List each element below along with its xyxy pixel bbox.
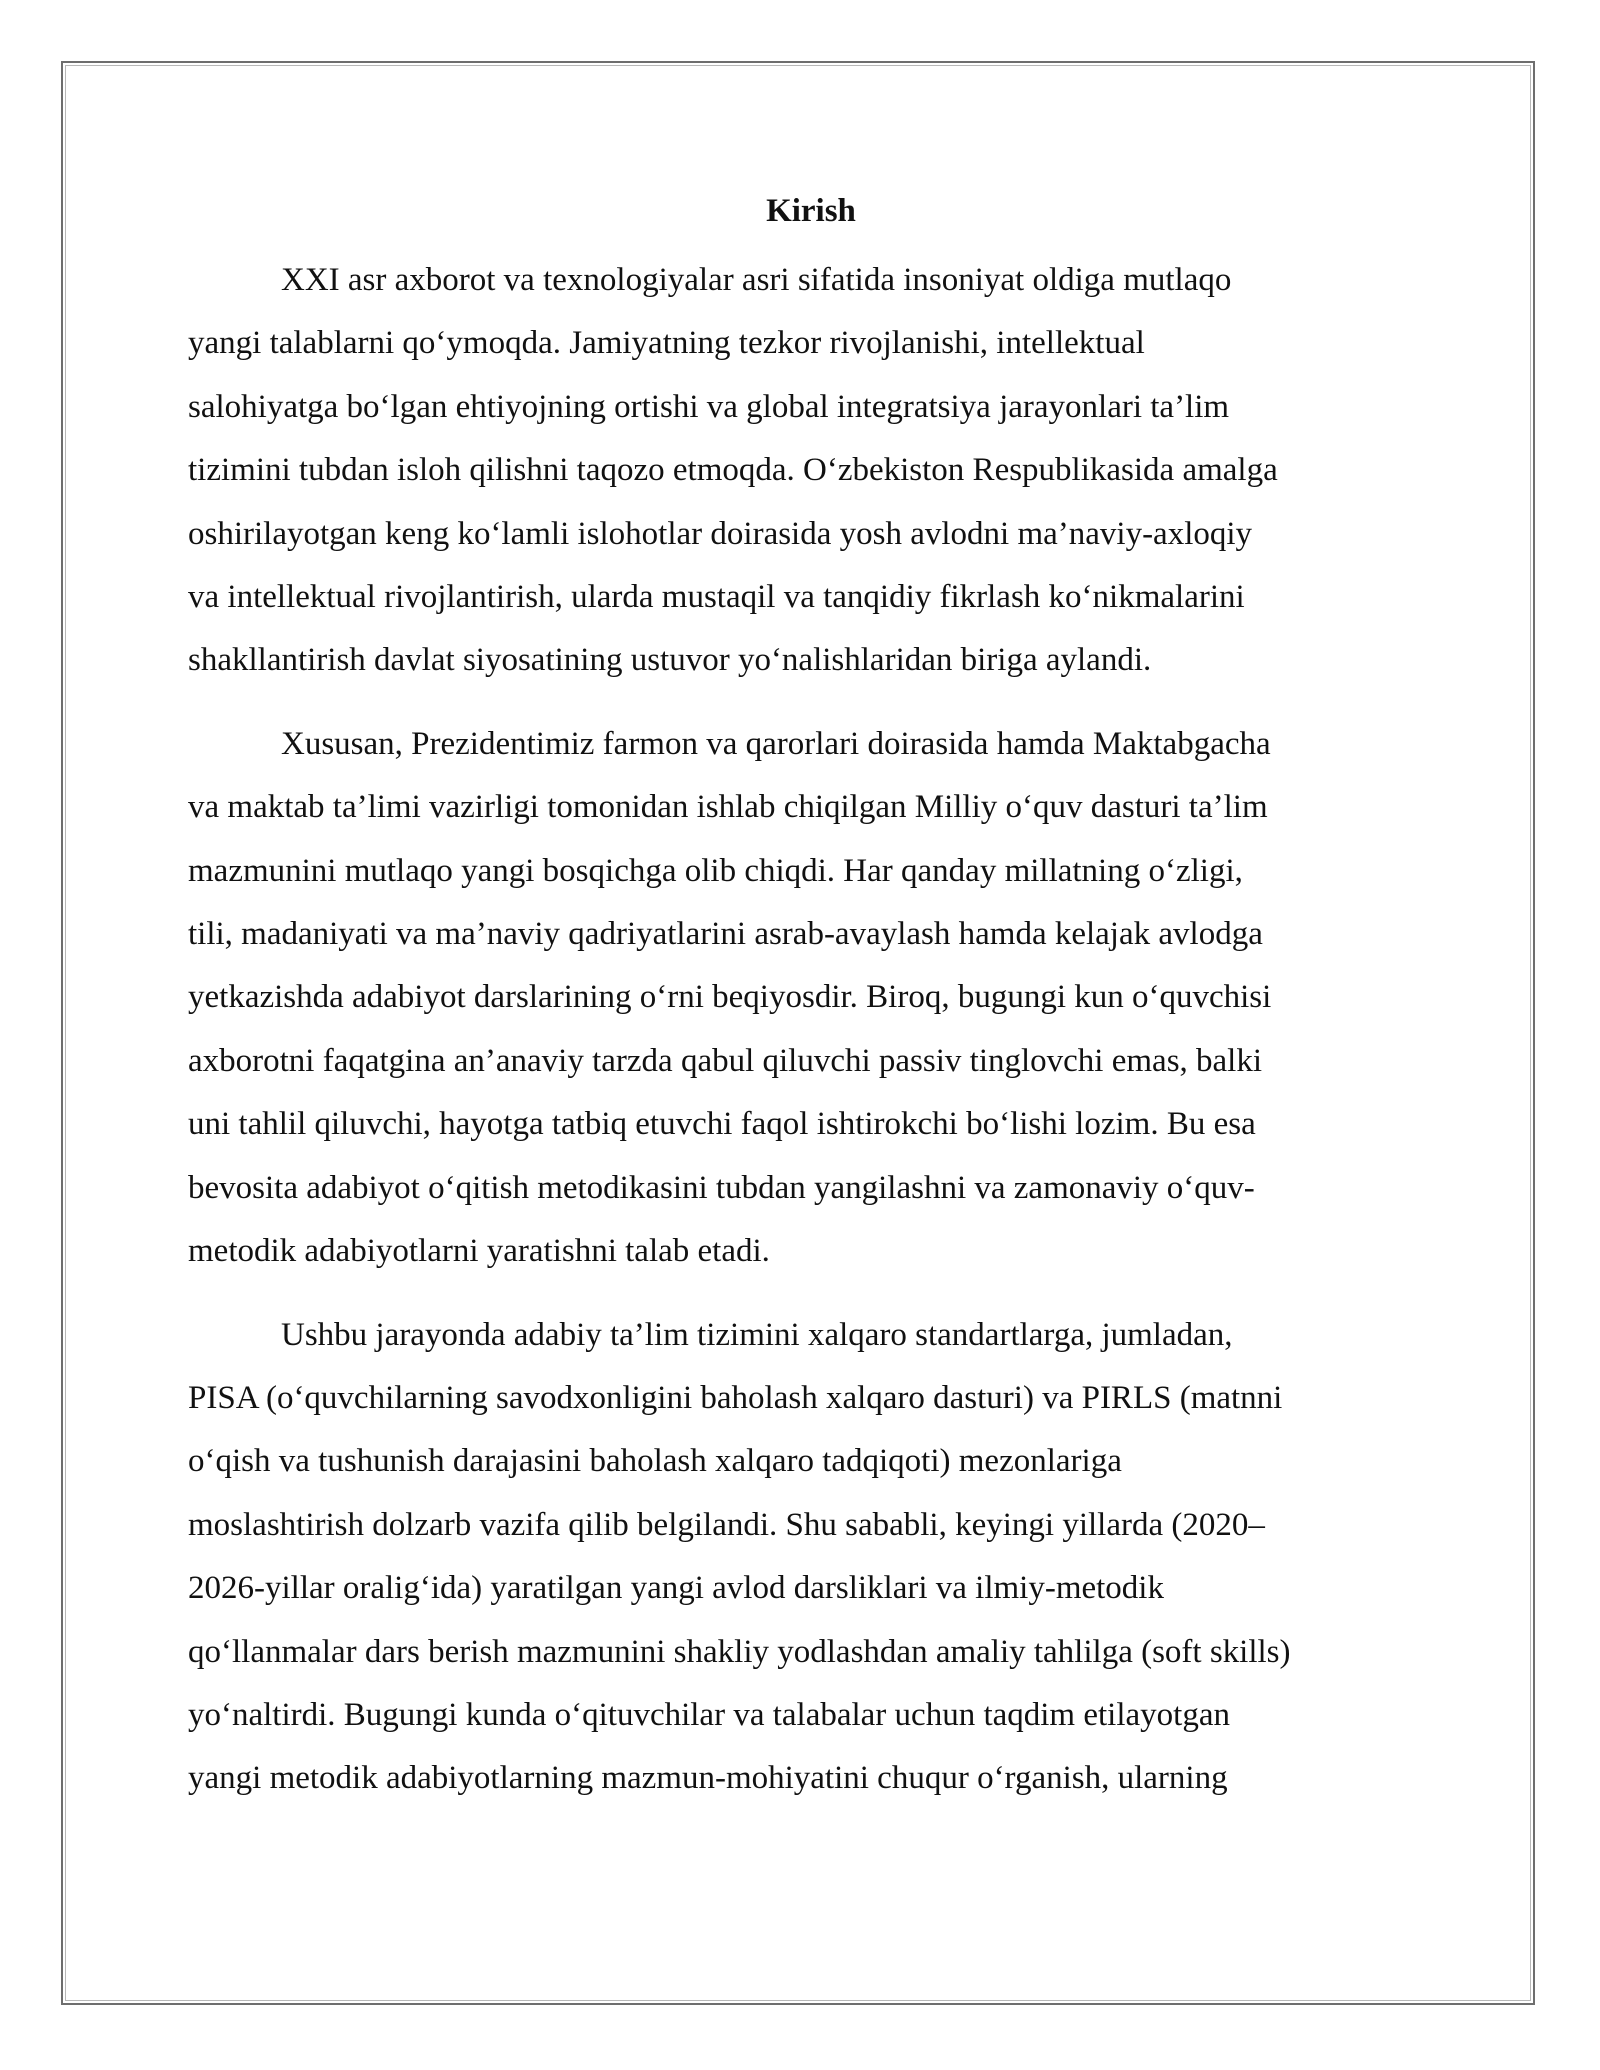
paragraph-line: va maktab ta’limi vazirligi tomonidan ishlab chiqilgan Milliy o‘quv dasturi ta’lim <box>188 789 1268 826</box>
paragraph-line: qo‘llanmalar dars berish mazmunini shakliy yodlashdan amaliy tahlilga (soft skills) <box>188 1633 1291 1670</box>
paragraph-3 <box>188 1304 1414 1811</box>
paragraph-line: Xususan, Prezidentimiz farmon va qarorlari doirasida hamda Maktabgacha <box>281 725 1271 762</box>
section-title: Kirish <box>766 193 856 229</box>
paragraph-line: va intellektual rivojlantirish, ularda mustaqil va tanqidiy fikrlash ko‘nikmalarini <box>188 579 1245 616</box>
paragraph-line: yo‘naltirdi. Bugungi kunda o‘qituvchilar va talabalar uchun taqdim etilayotgan <box>188 1696 1230 1733</box>
paragraph-line: yetkazishda adabiyot darslarining o‘rni beqiyosdir. Biroq, bugungi kun o‘quvchisi <box>188 979 1272 1016</box>
paragraph-line: bevosita adabiyot o‘qitish metodikasini tubdan yangilashni va zamonaviy o‘quv- <box>188 1169 1255 1206</box>
paragraph-2 <box>188 713 1414 1284</box>
paragraph-line: Ushbu jarayonda adabiy ta’lim tizimini xalqaro standartlarga, jumladan, <box>281 1316 1233 1353</box>
paragraph-line: 2026-yillar oralig‘ida) yaratilgan yangi avlod darsliklari va ilmiy-metodik <box>188 1570 1164 1607</box>
paragraph-line: yangi metodik adabiyotlarning mazmun-mohiyatini chuqur o‘rganish, ularning <box>188 1760 1228 1797</box>
paragraph-line: salohiyatga bo‘lgan ehtiyojning ortishi va global integratsiya jarayonlari ta’lim <box>188 388 1230 425</box>
paragraph-line: yangi talablarni qo‘ymoqda. Jamiyatning tezkor rivojlanishi, intellektual <box>188 325 1145 362</box>
paragraph-line: axborotni faqatgina an’anaviy tarzda qabul qiluvchi passiv tinglovchi emas, balki <box>188 1042 1263 1079</box>
paragraph-line: o‘qish va tushunish darajasini baholash xalqaro tadqiqoti) mezonlariga <box>188 1443 1122 1480</box>
paragraph-line: mazmunini mutlaqo yangi bosqichga olib chiqdi. Har qanday millatning o‘zligi, <box>188 852 1243 889</box>
paragraph-line: tizimini tubdan isloh qilishni taqozo etmoqda. O‘zbekiston Respublikasida amalga <box>188 452 1278 489</box>
document-body <box>188 183 1414 1811</box>
paragraph-line: PISA (o‘quvchilarning savodxonligini baholash xalqaro dasturi) va PIRLS (matnni <box>188 1379 1283 1416</box>
paragraph-1 <box>188 249 1414 693</box>
paragraph-line: moslashtirish dolzarb vazifa qilib belgilandi. Shu sababli, keyingi yillarda (2020– <box>188 1506 1265 1543</box>
paragraph-line: XXI asr axborot va texnologiyalar asri sifatida insoniyat oldiga mutlaqo <box>281 262 1232 298</box>
paragraph-line: shakllantirish davlat siyosatining ustuvor yo‘nalishlaridan biriga aylandi. <box>188 642 1152 679</box>
paragraph-line: oshirilayotgan keng ko‘lamli islohotlar doirasida yosh avlodni ma’naviy-axloqiy <box>188 515 1253 552</box>
paragraph-line: uni tahlil qiluvchi, hayotga tatbiq etuvchi faqol ishtirokchi bo‘lishi lozim. Bu esa <box>188 1106 1256 1143</box>
paragraph-line: tili, madaniyati va ma’naviy qadriyatlarini asrab-avaylash hamda kelajak avlodga <box>188 916 1263 953</box>
paragraph-line: metodik adabiyotlarni yaratishni talab etadi. <box>188 1233 770 1270</box>
